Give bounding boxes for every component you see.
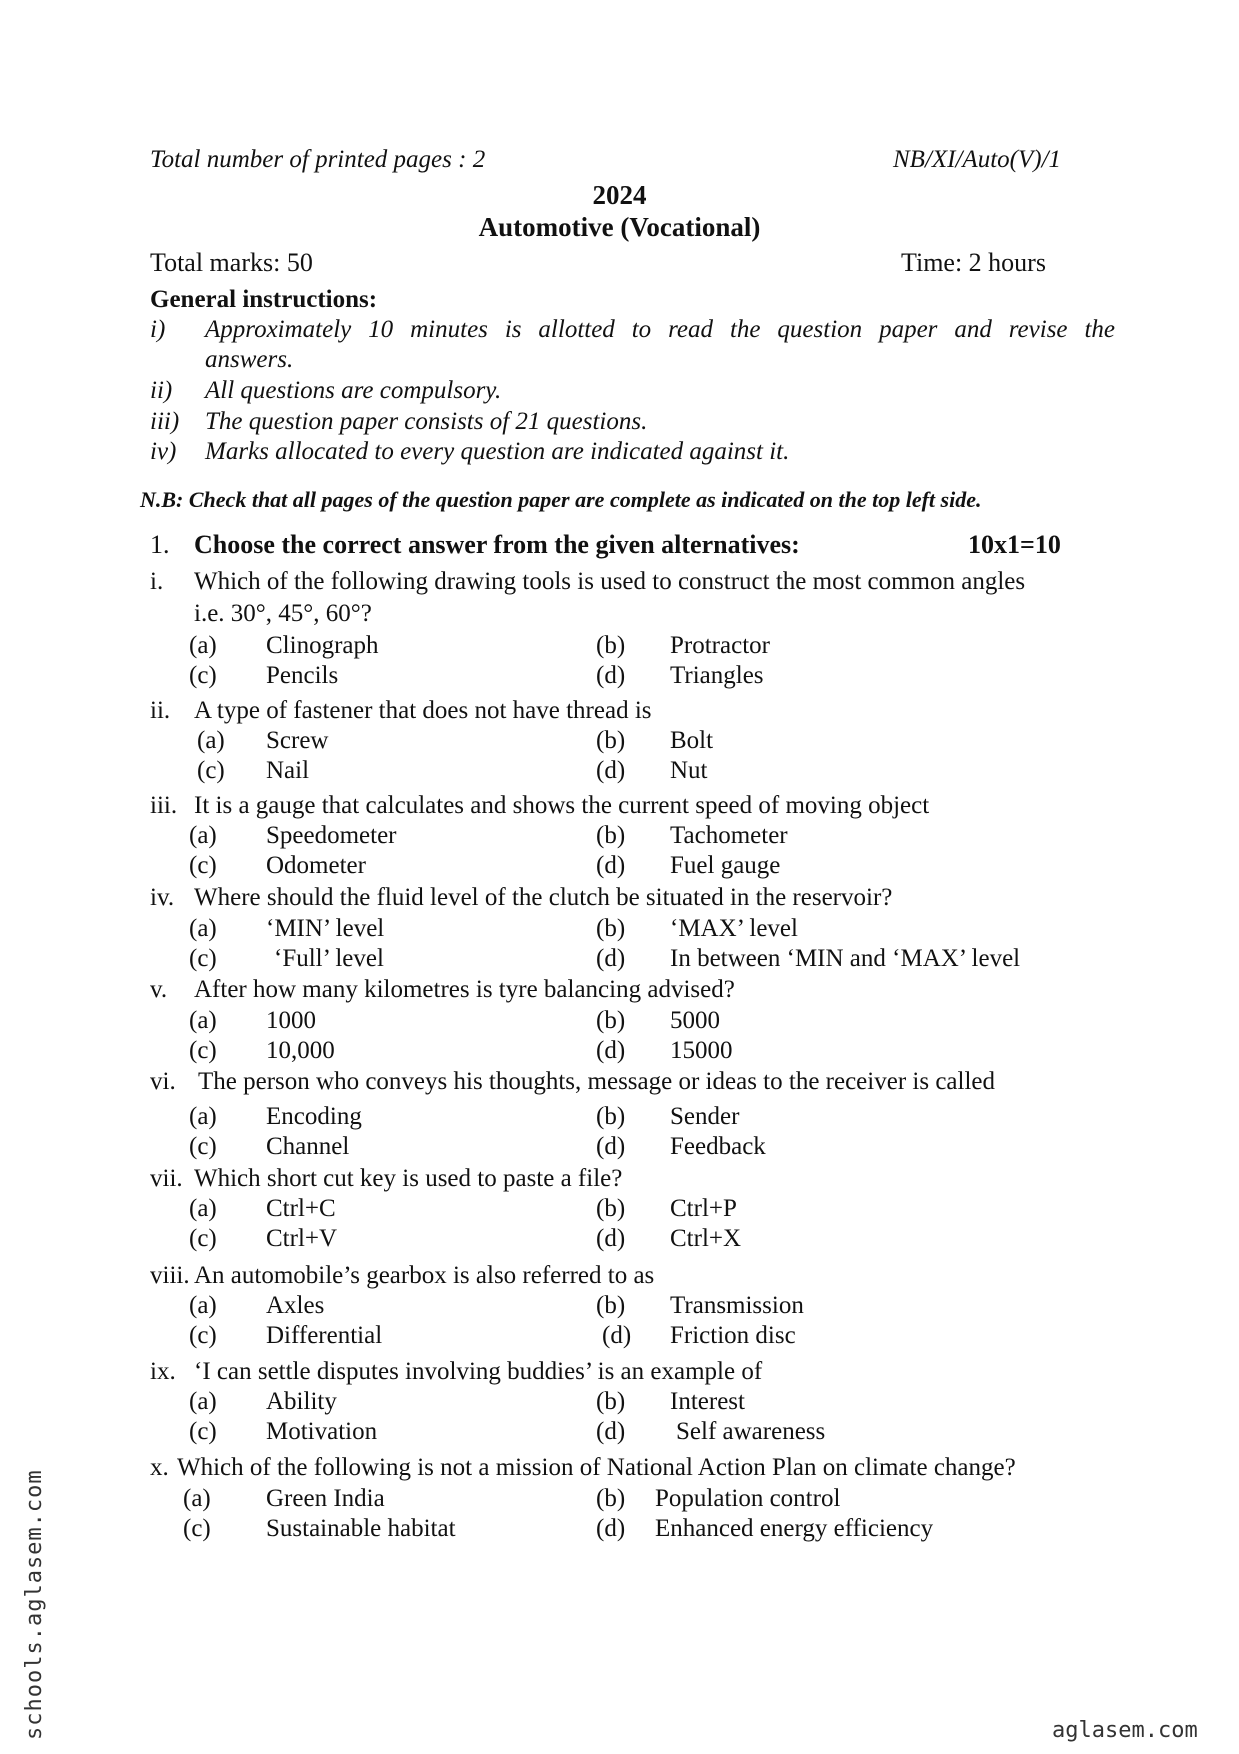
option-label: (a) — [189, 1388, 217, 1415]
option-text: Ctrl+X — [670, 1225, 742, 1252]
question-text: Which of the following drawing tools is used to construct the most common angles — [194, 568, 1026, 595]
option-text: Screw — [266, 727, 329, 754]
option-text: Ctrl+V — [266, 1225, 338, 1252]
option-label: (d) — [596, 1133, 626, 1160]
question-number: iv. — [150, 884, 175, 911]
paper-code: NB/XI/Auto(V)/1 — [893, 146, 1062, 173]
option-text: Ctrl+P — [670, 1195, 737, 1222]
instruction-number: iii) — [150, 408, 180, 435]
option-text: ‘MAX’ level — [670, 915, 798, 942]
option-text: Population control — [655, 1485, 841, 1512]
time-allowed: Time: 2 hours — [901, 248, 1046, 277]
option-label: (b) — [596, 1292, 626, 1319]
instruction-text: The question paper consists of 21 questions. — [205, 408, 648, 435]
option-label: (b) — [596, 1388, 626, 1415]
option-label: (b) — [596, 632, 626, 659]
question-text: The person who conveys his thoughts, message or ideas to the receiver is called — [198, 1068, 995, 1095]
option-text: Nail — [266, 757, 310, 784]
question-text: A type of fastener that does not have thread is — [194, 697, 652, 724]
option-label: (a) — [183, 1485, 211, 1512]
option-label: (a) — [189, 1007, 217, 1034]
option-label: (b) — [596, 822, 626, 849]
option-text: Protractor — [670, 632, 770, 659]
question-number: ii. — [150, 697, 171, 724]
question-number: i. — [150, 568, 164, 595]
instruction-number: i) — [150, 316, 166, 343]
option-text: Triangles — [670, 662, 764, 689]
option-label: (a) — [189, 822, 217, 849]
option-label: (c) — [189, 852, 217, 879]
question-number: ix. — [150, 1358, 176, 1385]
question-number: 1. — [150, 530, 170, 559]
option-label: (c) — [189, 1037, 217, 1064]
option-text: Clinograph — [266, 632, 379, 659]
question-text: Where should the fluid level of the clutch be situated in the reservoir? — [194, 884, 893, 911]
question-marks: 10x1=10 — [968, 530, 1061, 559]
option-text: ‘Full’ level — [274, 945, 384, 972]
option-text: 10,000 — [266, 1037, 335, 1064]
option-text: Pencils — [266, 662, 339, 689]
option-label: (a) — [189, 915, 217, 942]
option-text: Green India — [266, 1485, 385, 1512]
option-label: (d) — [596, 852, 626, 879]
question-text: ‘I can settle disputes involving buddies’ is an example of — [194, 1358, 763, 1385]
printed-pages-note: Total number of printed pages : 2 — [150, 146, 486, 173]
option-label: (d) — [596, 1515, 626, 1542]
instruction-text: Approximately 10 minutes is allotted to read the question paper and revise the — [205, 316, 1115, 343]
option-label: (c) — [189, 1133, 217, 1160]
option-label: (d) — [596, 1225, 626, 1252]
instruction-text-cont: answers. — [205, 346, 294, 373]
option-text: Odometer — [266, 852, 366, 879]
question-number: viii. — [150, 1262, 190, 1289]
option-text: Sender — [670, 1103, 740, 1130]
question-text: It is a gauge that calculates and shows the current speed of moving object — [194, 792, 930, 819]
option-text: Transmission — [670, 1292, 804, 1319]
option-label: (a) — [189, 1195, 217, 1222]
question-number: vi. — [150, 1068, 176, 1095]
option-label: (b) — [596, 1103, 626, 1130]
option-text: Enhanced energy efficiency — [655, 1515, 934, 1542]
option-text: Ability — [266, 1388, 337, 1415]
option-text: ‘MIN’ level — [266, 915, 385, 942]
option-label: (a) — [189, 1103, 217, 1130]
question-text-cont: i.e. 30°, 45°, 60°? — [194, 600, 372, 627]
question-text: Which short cut key is used to paste a file? — [194, 1165, 623, 1192]
option-label: (c) — [189, 1322, 217, 1349]
option-label: (c) — [189, 945, 217, 972]
option-label: (d) — [596, 1418, 626, 1445]
subject-title: Automotive (Vocational) — [478, 212, 761, 242]
option-label: (d) — [596, 945, 626, 972]
nb-note: N.B: Check that all pages of the question paper are complete as indicated on the top left side. — [140, 487, 982, 512]
option-text: Differential — [266, 1322, 383, 1349]
instruction-number: ii) — [150, 377, 173, 404]
option-label: (b) — [596, 1485, 626, 1512]
option-label: (b) — [596, 1195, 626, 1222]
question-text: Which of the following is not a mission of National Action Plan on climate change? — [177, 1454, 1016, 1481]
option-label: (c) — [183, 1515, 211, 1542]
exam-year: 2024 — [592, 180, 647, 210]
option-label: (a) — [197, 727, 225, 754]
instructions-title: General instructions: — [150, 286, 378, 313]
question-text: An automobile’s gearbox is also referred to as — [194, 1262, 655, 1289]
option-text: Nut — [670, 757, 708, 784]
option-text: Tachometer — [670, 822, 788, 849]
total-marks: Total marks: 50 — [150, 248, 313, 277]
instruction-number: iv) — [150, 438, 177, 465]
option-text: Sustainable habitat — [266, 1515, 456, 1542]
instruction-text: Marks allocated to every question are indicated against it. — [205, 438, 790, 465]
option-text: Ctrl+C — [266, 1195, 336, 1222]
option-text: Fuel gauge — [670, 852, 781, 879]
option-label: (d) — [596, 757, 626, 784]
option-label: (c) — [189, 1418, 217, 1445]
option-text: Speedometer — [266, 822, 397, 849]
option-text: Motivation — [266, 1418, 378, 1445]
option-text: Bolt — [670, 727, 714, 754]
question-number: iii. — [150, 792, 178, 819]
option-text: In between ‘MIN and ‘MAX’ level — [670, 945, 1021, 972]
question-number: vii. — [150, 1165, 183, 1192]
option-text: Friction disc — [670, 1322, 796, 1349]
option-text: Channel — [266, 1133, 350, 1160]
option-label: (b) — [596, 727, 626, 754]
option-text: Self awareness — [676, 1418, 826, 1445]
option-label: (c) — [197, 757, 225, 784]
question-number: v. — [150, 976, 168, 1003]
option-label: (c) — [189, 1225, 217, 1252]
option-text: 15000 — [670, 1037, 733, 1064]
option-label: (a) — [189, 632, 217, 659]
option-label: (d) — [596, 662, 626, 689]
question-instruction: Choose the correct answer from the given alternatives: — [194, 530, 800, 559]
side-watermark: schools.aglasem.com — [22, 1469, 47, 1740]
option-label: (b) — [596, 915, 626, 942]
bottom-watermark: aglasem.com — [1052, 1718, 1198, 1743]
instruction-text: All questions are compulsory. — [205, 377, 502, 404]
option-text: Interest — [670, 1388, 745, 1415]
option-label: (b) — [596, 1007, 626, 1034]
question-text: After how many kilometres is tyre balancing advised? — [194, 976, 735, 1003]
option-label: (d) — [596, 1037, 626, 1064]
option-text: Feedback — [670, 1133, 766, 1160]
option-text: 1000 — [266, 1007, 316, 1034]
option-label: (a) — [189, 1292, 217, 1319]
option-text: Axles — [266, 1292, 325, 1319]
option-text: 5000 — [670, 1007, 720, 1034]
option-text: Encoding — [266, 1103, 362, 1130]
option-label: (c) — [189, 662, 217, 689]
option-label: (d) — [602, 1322, 632, 1349]
question-number: x. — [150, 1454, 169, 1481]
